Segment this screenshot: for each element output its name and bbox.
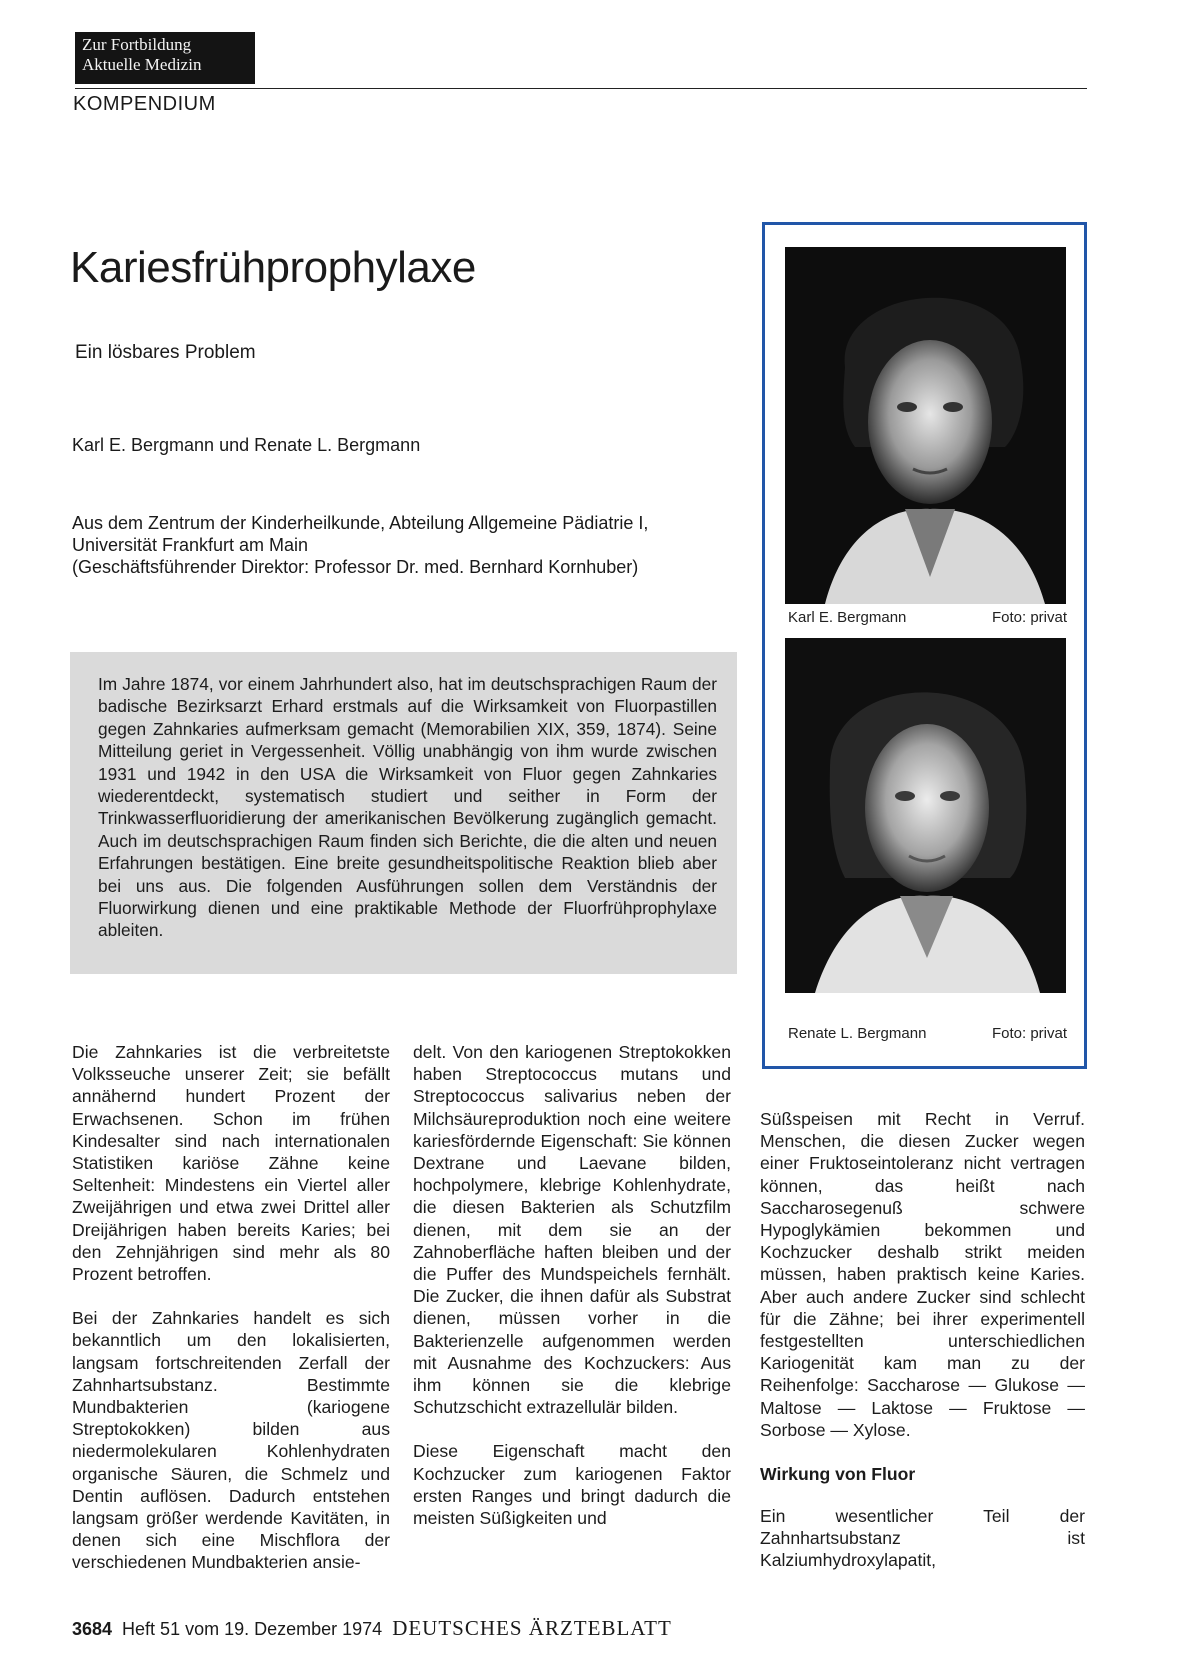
body-column-1 (72, 1041, 390, 1596)
body-column-3 (760, 1108, 1085, 1594)
section-kicker: KOMPENDIUM (73, 93, 216, 115)
journal-name: DEUTSCHES ÄRZTEBLATT (392, 1616, 672, 1640)
affiliation-line-1: Aus dem Zentrum der Kinderheilkunde, Abteilung Allgemeine Pädiatrie I, (72, 513, 649, 533)
paragraph: Diese Eigenschaft macht den Kochzucker zum kariogenen Faktor ersten Ranges und bringt dadurch die meisten Süßigkeiten und (413, 1441, 731, 1529)
article-authors: Karl E. Bergmann und Renate L. Bergmann (72, 435, 421, 455)
photo-caption-name-2: Renate L. Bergmann (788, 1025, 927, 1042)
badge-line-1: Zur Fortbildung (82, 35, 192, 54)
issue-info: Heft 51 vom 19. Dezember 1974 (122, 1619, 383, 1639)
article-subtitle: Ein lösbares Problem (75, 342, 256, 363)
paragraph: Süßspeisen mit Recht in Verruf. Menschen, die diesen Zucker wegen einer Fruktoseintoleranz nicht vertragen können, das heißt nach Saccharosegenuß schwere Hypoglykämien bekommen und Kochzucker deshalb strikt meiden müssen, haben praktisch keine Karies. Aber auch andere Zucker sind schlecht für die Zähne; bei ihrer experimentell festgestellten unterschiedlichen Kariogenität kam man zu der Reihenfolge: Saccharose — Glukose — Maltose — Laktose — Fruktose — Sorbose — Xylose. (760, 1109, 1085, 1440)
photo-caption-2 (788, 1025, 1067, 1042)
body-column-2 (413, 1041, 731, 1551)
photo-caption-credit-1: Foto: privat (991, 609, 1067, 626)
section-heading: Wirkung von Fluor (760, 1464, 916, 1485)
affiliation-line-2: Universität Frankfurt am Main (72, 535, 309, 555)
header-rule (75, 88, 1087, 89)
page-number: 3684 (72, 1619, 113, 1639)
article-affiliation (72, 512, 732, 578)
paragraph: delt. Von den kariogenen Streptokokken haben Streptococcus mutans und Streptococcus salivarius neben der Milchsäureproduktion noch eine weitere kariesfördernde Eigenschaft: Sie können Dextrane und Laevane bilden, hochpolymere, klebrige Kohlenhydrate, die diesen Bakterien als Schutzfilm dienen, mit dem sie an der Zahnoberfläche haften bleiben und der die Puffer des Mundspeichels fernhält. Die Zucker, die ihnen dafür als Substrat dienen, müssen vorher in die Bakterienzelle aufgenommen werden mit Ausnahme des Kochzuckers: Aus ihm können sie die klebrige Schutzschicht extrazellulär bilden. (413, 1042, 731, 1418)
badge-line-2: Aktuelle Medizin (82, 55, 202, 74)
photo-caption-name-1: Karl E. Bergmann (788, 609, 907, 626)
article-title: Kariesfrühprophylaxe (70, 243, 476, 292)
author-photo-karl (785, 247, 1066, 604)
affiliation-line-3: (Geschäftsführender Direktor: Professor Dr. med. Bernhard Kornhuber) (72, 557, 639, 577)
photo-caption-1 (788, 609, 1067, 626)
author-photo-renate (785, 638, 1066, 993)
paragraph: Ein wesentlicher Teil der Zahnhartsubstanz ist Kalziumhydroxylapatit, (760, 1506, 1085, 1571)
page-footer (72, 1616, 672, 1641)
section-badge (75, 32, 255, 84)
abstract-box: Im Jahre 1874, vor einem Jahrhundert also, hat im deutschsprachigen Raum der badische Bezirksarzt Erhard erstmals auf die Wirksamkeit von Fluorpastillen gegen Zahnkaries aufmerksam gemacht (Memorabilien XIX, 359, 1874). Seine Mitteilung geriet in Vergessenheit. Völlig unabhängig von ihm wurde zwischen 1931 und 1942 in den USA die Wirksamkeit von Fluor gegen Zahnkaries wiederentdeckt, systematisch studiert und seither in Form der Trinkwasserfluoridierung der amerikanischen Bevölkerung zugänglich gemacht. Auch im deutschsprachigen Raum finden sich Berichte, die die alten und neuen Erfahrungen bestätigen. Eine breite gesundheitspolitische Reaktion blieb aber bei uns aus. Die folgenden Ausführungen sollen dem Verständnis der Fluorwirkung dienen und eine praktikable Methode der Fluorfrühprophylaxe ableiten. (70, 652, 737, 974)
paragraph: Die Zahnkaries ist die verbreitetste Volksseuche unserer Zeit; sie befällt annähernd hundert Prozent der Erwachsenen. Schon im frühen Kindesalter sind nach internationalen Statistiken kariöse Zähne keine Seltenheit: Mindestens ein Viertel aller Zweijährigen und etwa zwei Drittel aller Dreijährigen haben bereits Karies; bei den Zehnjährigen sind mehr als 80 Prozent betroffen. (72, 1042, 390, 1285)
author-photo-frame (762, 222, 1087, 1069)
paragraph: Bei der Zahnkaries handelt es sich bekanntlich um den lokalisierten, langsam fortschreitenden Zerfall der Zahnhartsubstanz. Bestimmte Mundbakterien (kariogene Streptokokken) bilden aus niedermolekularen Kohlenhydraten organische Säuren, die Schmelz und Dentin auflösen. Dadurch entstehen langsam größer werdende Kavitäten, in denen sich eine Mischflora der verschiedenen Mundbakterien ansie- (72, 1308, 390, 1573)
photo-caption-credit-2: Foto: privat (991, 1025, 1067, 1042)
